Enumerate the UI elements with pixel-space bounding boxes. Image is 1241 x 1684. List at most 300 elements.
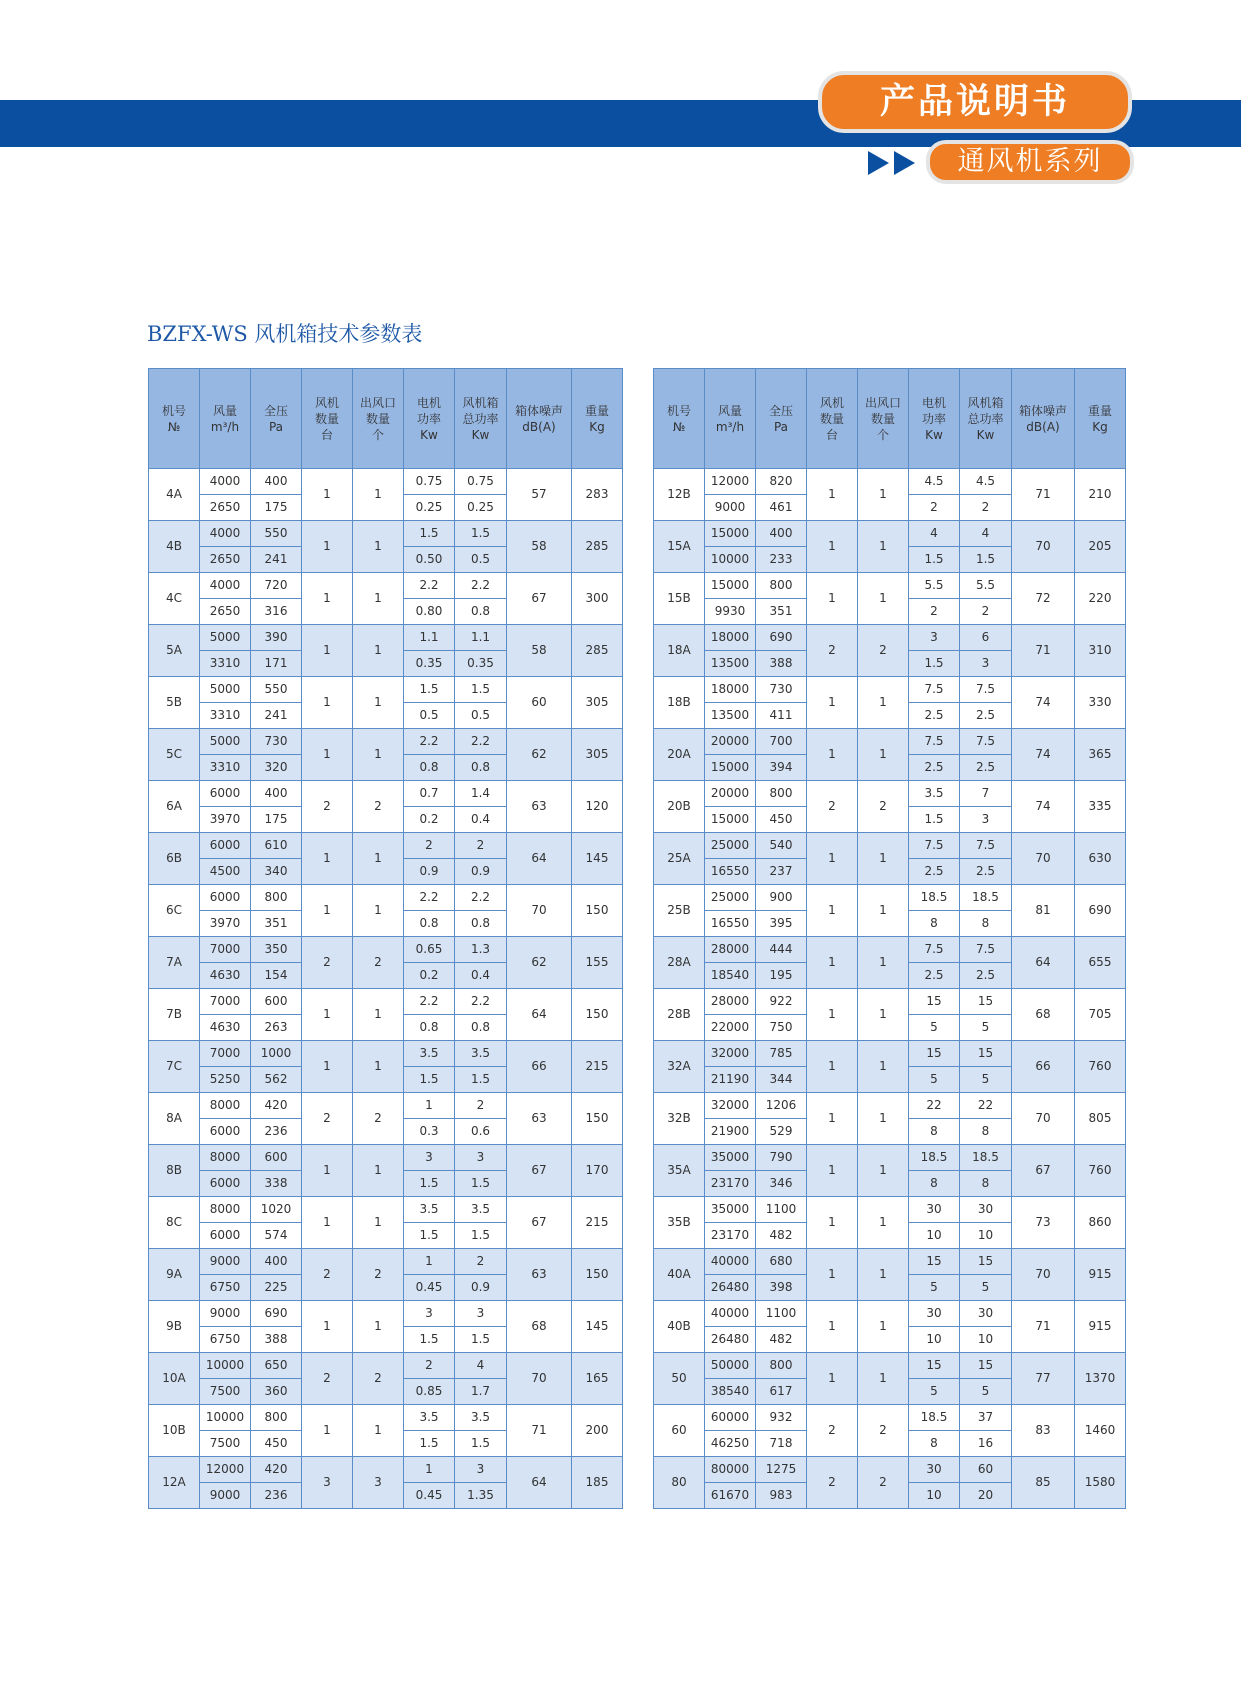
motor-power-cell: 5 bbox=[909, 1015, 960, 1041]
outlet-count-cell: 1 bbox=[353, 469, 404, 521]
fan-count-cell: 1 bbox=[302, 833, 353, 885]
model-cell: 9A bbox=[149, 1249, 200, 1301]
total-power-cell: 0.25 bbox=[455, 495, 507, 521]
total-power-cell: 8 bbox=[960, 1171, 1012, 1197]
weight-cell: 215 bbox=[572, 1197, 623, 1249]
motor-power-cell: 22 bbox=[909, 1093, 960, 1119]
table-row bbox=[149, 1145, 623, 1171]
motor-power-cell: 10 bbox=[909, 1483, 960, 1509]
pressure-cell: 600 bbox=[251, 989, 302, 1015]
motor-power-cell: 0.45 bbox=[404, 1275, 455, 1301]
pressure-cell: 1275 bbox=[756, 1457, 807, 1483]
airflow-cell: 7000 bbox=[200, 937, 251, 963]
outlet-count-cell: 1 bbox=[858, 989, 909, 1041]
pressure-cell: 540 bbox=[756, 833, 807, 859]
total-power-cell: 4.5 bbox=[960, 469, 1012, 495]
total-power-cell: 1.5 bbox=[455, 1327, 507, 1353]
outlet-count-cell: 1 bbox=[858, 1301, 909, 1353]
outlet-count-cell: 1 bbox=[353, 1405, 404, 1457]
airflow-cell: 6000 bbox=[200, 885, 251, 911]
noise-cell: 71 bbox=[1012, 469, 1075, 521]
airflow-cell: 21190 bbox=[705, 1067, 756, 1093]
outlet-count-header: 出风口 数量 个 bbox=[858, 369, 909, 469]
total-power-cell: 7 bbox=[960, 781, 1012, 807]
airflow-cell: 21900 bbox=[705, 1119, 756, 1145]
airflow-cell: 7500 bbox=[200, 1379, 251, 1405]
airflow-cell: 7000 bbox=[200, 1041, 251, 1067]
model-cell: 28A bbox=[654, 937, 705, 989]
noise-cell: 85 bbox=[1012, 1457, 1075, 1509]
motor-power-cell: 2.2 bbox=[404, 989, 455, 1015]
motor-power-cell: 2 bbox=[909, 599, 960, 625]
total-power-cell: 2.2 bbox=[455, 729, 507, 755]
fan-count-cell: 2 bbox=[302, 1249, 353, 1301]
airflow-cell: 5000 bbox=[200, 729, 251, 755]
motor-power-cell: 18.5 bbox=[909, 1145, 960, 1171]
noise-cell: 74 bbox=[1012, 729, 1075, 781]
model-cell: 28B bbox=[654, 989, 705, 1041]
pressure-cell: 320 bbox=[251, 755, 302, 781]
total-power-cell: 22 bbox=[960, 1093, 1012, 1119]
total-power-cell: 0.8 bbox=[455, 599, 507, 625]
table-row bbox=[654, 1457, 1126, 1483]
total-power-cell: 15 bbox=[960, 1041, 1012, 1067]
model-cell: 20B bbox=[654, 781, 705, 833]
table-row bbox=[149, 469, 623, 495]
model-cell: 12A bbox=[149, 1457, 200, 1509]
spec-table-right bbox=[653, 368, 1126, 1509]
airflow-cell: 7000 bbox=[200, 989, 251, 1015]
total-power-cell: 5 bbox=[960, 1379, 1012, 1405]
fan-count-cell: 1 bbox=[807, 937, 858, 989]
pressure-cell: 400 bbox=[251, 469, 302, 495]
weight-cell: 1460 bbox=[1075, 1405, 1126, 1457]
table-row bbox=[149, 1405, 623, 1431]
pressure-cell: 800 bbox=[756, 1353, 807, 1379]
outlet-count-cell: 1 bbox=[353, 521, 404, 573]
fan-count-cell: 2 bbox=[807, 1457, 858, 1509]
motor-power-cell: 30 bbox=[909, 1301, 960, 1327]
pressure-cell: 175 bbox=[251, 807, 302, 833]
fan-count-cell: 1 bbox=[807, 1145, 858, 1197]
noise-cell: 71 bbox=[1012, 1301, 1075, 1353]
table-row bbox=[654, 1041, 1126, 1067]
pressure-cell: 346 bbox=[756, 1171, 807, 1197]
total-power-cell: 18.5 bbox=[960, 885, 1012, 911]
pressure-cell: 400 bbox=[251, 1249, 302, 1275]
table-row bbox=[654, 937, 1126, 963]
model-cell: 5C bbox=[149, 729, 200, 781]
noise-cell: 62 bbox=[507, 729, 572, 781]
pressure-cell: 344 bbox=[756, 1067, 807, 1093]
table-row bbox=[654, 1301, 1126, 1327]
outlet-count-cell: 1 bbox=[353, 1197, 404, 1249]
outlet-count-cell: 2 bbox=[353, 937, 404, 989]
motor-power-cell: 2.5 bbox=[909, 859, 960, 885]
total-power-cell: 16 bbox=[960, 1431, 1012, 1457]
pressure-cell: 482 bbox=[756, 1327, 807, 1353]
noise-cell: 72 bbox=[1012, 573, 1075, 625]
total-power-cell: 2.5 bbox=[960, 963, 1012, 989]
fan-count-cell: 1 bbox=[302, 1197, 353, 1249]
weight-cell: 305 bbox=[572, 677, 623, 729]
header-row bbox=[654, 369, 1126, 469]
weight-cell: 310 bbox=[1075, 625, 1126, 677]
motor-power-cell: 2.2 bbox=[404, 729, 455, 755]
outlet-count-cell: 1 bbox=[858, 521, 909, 573]
pressure-cell: 790 bbox=[756, 1145, 807, 1171]
pressure-cell: 411 bbox=[756, 703, 807, 729]
weight-header: 重量 Kg bbox=[572, 369, 623, 469]
pressure-cell: 1100 bbox=[756, 1197, 807, 1223]
total-power-cell: 3.5 bbox=[455, 1041, 507, 1067]
total-power-cell: 30 bbox=[960, 1197, 1012, 1223]
motor-power-cell: 0.50 bbox=[404, 547, 455, 573]
pressure-cell: 680 bbox=[756, 1249, 807, 1275]
table-row bbox=[654, 469, 1126, 495]
airflow-cell: 6000 bbox=[200, 1119, 251, 1145]
noise-cell: 57 bbox=[507, 469, 572, 521]
total-power-cell: 3 bbox=[455, 1145, 507, 1171]
motor-power-cell: 1.5 bbox=[404, 1067, 455, 1093]
pressure-cell: 700 bbox=[756, 729, 807, 755]
pressure-cell: 800 bbox=[251, 885, 302, 911]
noise-cell: 73 bbox=[1012, 1197, 1075, 1249]
outlet-count-cell: 1 bbox=[353, 1041, 404, 1093]
fan-count-cell: 1 bbox=[302, 469, 353, 521]
weight-cell: 150 bbox=[572, 1093, 623, 1145]
total-power-cell: 1.5 bbox=[455, 1067, 507, 1093]
model-cell: 80 bbox=[654, 1457, 705, 1509]
total-power-cell: 0.6 bbox=[455, 1119, 507, 1145]
model-cell: 5A bbox=[149, 625, 200, 677]
table-row bbox=[149, 677, 623, 703]
motor-power-cell: 8 bbox=[909, 1431, 960, 1457]
motor-power-cell: 3 bbox=[909, 625, 960, 651]
model-cell: 40A bbox=[654, 1249, 705, 1301]
pressure-cell: 400 bbox=[251, 781, 302, 807]
noise-cell: 62 bbox=[507, 937, 572, 989]
fan-count-cell: 1 bbox=[302, 1041, 353, 1093]
model-cell: 8A bbox=[149, 1093, 200, 1145]
outlet-count-cell: 1 bbox=[353, 677, 404, 729]
airflow-cell: 18540 bbox=[705, 963, 756, 989]
motor-power-cell: 4 bbox=[909, 521, 960, 547]
fan-count-cell: 1 bbox=[807, 1093, 858, 1145]
noise-cell: 71 bbox=[507, 1405, 572, 1457]
pressure-cell: 690 bbox=[251, 1301, 302, 1327]
pressure-cell: 175 bbox=[251, 495, 302, 521]
outlet-count-cell: 2 bbox=[353, 781, 404, 833]
pressure-cell: 360 bbox=[251, 1379, 302, 1405]
weight-cell: 150 bbox=[572, 1249, 623, 1301]
weight-cell: 805 bbox=[1075, 1093, 1126, 1145]
model-cell: 7C bbox=[149, 1041, 200, 1093]
outlet-count-cell: 2 bbox=[353, 1093, 404, 1145]
fan-count-cell: 1 bbox=[302, 729, 353, 781]
pressure-cell: 900 bbox=[756, 885, 807, 911]
weight-cell: 155 bbox=[572, 937, 623, 989]
fan-count-cell: 1 bbox=[807, 1041, 858, 1093]
airflow-cell: 3970 bbox=[200, 911, 251, 937]
pressure-cell: 390 bbox=[251, 625, 302, 651]
motor-power-cell: 5.5 bbox=[909, 573, 960, 599]
airflow-cell: 8000 bbox=[200, 1197, 251, 1223]
pressure-cell: 350 bbox=[251, 937, 302, 963]
weight-cell: 330 bbox=[1075, 677, 1126, 729]
pressure-cell: 195 bbox=[756, 963, 807, 989]
table-row bbox=[149, 1197, 623, 1223]
fan-count-cell: 1 bbox=[302, 885, 353, 937]
model-cell: 6B bbox=[149, 833, 200, 885]
pressure-cell: 394 bbox=[756, 755, 807, 781]
pressure-cell: 730 bbox=[251, 729, 302, 755]
airflow-cell: 35000 bbox=[705, 1145, 756, 1171]
motor-power-cell: 5 bbox=[909, 1379, 960, 1405]
total-power-cell: 1.5 bbox=[455, 521, 507, 547]
total-power-cell: 0.75 bbox=[455, 469, 507, 495]
noise-cell: 58 bbox=[507, 625, 572, 677]
pressure-cell: 617 bbox=[756, 1379, 807, 1405]
airflow-cell: 6000 bbox=[200, 1171, 251, 1197]
pressure-cell: 444 bbox=[756, 937, 807, 963]
motor-power-cell: 15 bbox=[909, 1249, 960, 1275]
total-power-cell: 5 bbox=[960, 1275, 1012, 1301]
weight-header: 重量 Kg bbox=[1075, 369, 1126, 469]
total-power-cell: 2 bbox=[455, 1249, 507, 1275]
total-power-cell: 2 bbox=[455, 1093, 507, 1119]
noise-cell: 64 bbox=[507, 989, 572, 1041]
weight-cell: 705 bbox=[1075, 989, 1126, 1041]
pressure-cell: 529 bbox=[756, 1119, 807, 1145]
total-power-cell: 15 bbox=[960, 1249, 1012, 1275]
total-power-cell: 3.5 bbox=[455, 1197, 507, 1223]
airflow-cell: 15000 bbox=[705, 573, 756, 599]
outlet-count-cell: 1 bbox=[353, 573, 404, 625]
model-cell: 4C bbox=[149, 573, 200, 625]
total-power-cell: 7.5 bbox=[960, 833, 1012, 859]
motor-power-cell: 2 bbox=[404, 833, 455, 859]
outlet-count-cell: 2 bbox=[353, 1353, 404, 1405]
pressure-cell: 154 bbox=[251, 963, 302, 989]
table-row bbox=[149, 1249, 623, 1275]
noise-cell: 66 bbox=[507, 1041, 572, 1093]
noise-cell: 70 bbox=[507, 885, 572, 937]
weight-cell: 760 bbox=[1075, 1145, 1126, 1197]
airflow-cell: 46250 bbox=[705, 1431, 756, 1457]
airflow-cell: 50000 bbox=[705, 1353, 756, 1379]
motor-power-cell: 1 bbox=[404, 1093, 455, 1119]
total-power-cell: 4 bbox=[960, 521, 1012, 547]
table-row bbox=[654, 1405, 1126, 1431]
total-power-cell: 8 bbox=[960, 911, 1012, 937]
motor-power-cell: 8 bbox=[909, 911, 960, 937]
table-row bbox=[149, 989, 623, 1015]
airflow-cell: 6000 bbox=[200, 781, 251, 807]
model-cell: 4B bbox=[149, 521, 200, 573]
table-row bbox=[654, 1249, 1126, 1275]
model-cell: 60 bbox=[654, 1405, 705, 1457]
motor-power-cell: 3.5 bbox=[909, 781, 960, 807]
model-cell: 10B bbox=[149, 1405, 200, 1457]
weight-cell: 145 bbox=[572, 1301, 623, 1353]
pressure-cell: 388 bbox=[756, 651, 807, 677]
motor-power-cell: 3.5 bbox=[404, 1405, 455, 1431]
total-power-cell: 15 bbox=[960, 989, 1012, 1015]
pressure-cell: 750 bbox=[756, 1015, 807, 1041]
weight-cell: 915 bbox=[1075, 1249, 1126, 1301]
pressure-cell: 351 bbox=[756, 599, 807, 625]
total-power-cell: 10 bbox=[960, 1327, 1012, 1353]
motor-power-cell: 2.5 bbox=[909, 963, 960, 989]
pressure-cell: 316 bbox=[251, 599, 302, 625]
motor-power-cell: 0.85 bbox=[404, 1379, 455, 1405]
airflow-cell: 6750 bbox=[200, 1275, 251, 1301]
table-row bbox=[654, 885, 1126, 911]
total-power-cell: 8 bbox=[960, 1119, 1012, 1145]
airflow-cell: 23170 bbox=[705, 1223, 756, 1249]
airflow-cell: 15000 bbox=[705, 521, 756, 547]
fan-count-cell: 1 bbox=[807, 677, 858, 729]
total-power-cell: 1.5 bbox=[960, 547, 1012, 573]
fan-count-cell: 1 bbox=[807, 1249, 858, 1301]
total-power-cell: 1.35 bbox=[455, 1483, 507, 1509]
fan-count-cell: 1 bbox=[807, 521, 858, 573]
model-cell: 6C bbox=[149, 885, 200, 937]
airflow-cell: 80000 bbox=[705, 1457, 756, 1483]
airflow-cell: 9000 bbox=[200, 1301, 251, 1327]
fan-count-cell: 2 bbox=[302, 781, 353, 833]
motor-power-cell: 1.5 bbox=[909, 807, 960, 833]
pressure-cell: 338 bbox=[251, 1171, 302, 1197]
weight-cell: 915 bbox=[1075, 1301, 1126, 1353]
pressure-cell: 800 bbox=[756, 573, 807, 599]
total-power-cell: 2 bbox=[960, 599, 1012, 625]
motor-power-cell: 0.65 bbox=[404, 937, 455, 963]
airflow-cell: 3970 bbox=[200, 807, 251, 833]
airflow-cell: 2650 bbox=[200, 599, 251, 625]
airflow-cell: 15000 bbox=[705, 807, 756, 833]
fan-count-cell: 1 bbox=[807, 1353, 858, 1405]
outlet-count-cell: 1 bbox=[858, 1093, 909, 1145]
airflow-cell: 3310 bbox=[200, 703, 251, 729]
weight-cell: 305 bbox=[572, 729, 623, 781]
outlet-count-cell: 2 bbox=[858, 1457, 909, 1509]
weight-cell: 150 bbox=[572, 885, 623, 937]
pressure-cell: 690 bbox=[756, 625, 807, 651]
noise-cell: 67 bbox=[507, 573, 572, 625]
airflow-header: 风量 m³/h bbox=[200, 369, 251, 469]
pressure-cell: 395 bbox=[756, 911, 807, 937]
pressure-cell: 800 bbox=[756, 781, 807, 807]
outlet-count-cell: 1 bbox=[353, 729, 404, 781]
airflow-cell: 28000 bbox=[705, 937, 756, 963]
model-cell: 8C bbox=[149, 1197, 200, 1249]
motor-power-cell: 0.2 bbox=[404, 807, 455, 833]
weight-cell: 185 bbox=[572, 1457, 623, 1509]
airflow-cell: 26480 bbox=[705, 1327, 756, 1353]
airflow-cell: 18000 bbox=[705, 625, 756, 651]
total-power-cell: 1.1 bbox=[455, 625, 507, 651]
total-power-cell: 15 bbox=[960, 1353, 1012, 1379]
airflow-cell: 7500 bbox=[200, 1431, 251, 1457]
weight-cell: 200 bbox=[572, 1405, 623, 1457]
airflow-cell: 38540 bbox=[705, 1379, 756, 1405]
weight-cell: 145 bbox=[572, 833, 623, 885]
pressure-cell: 1000 bbox=[251, 1041, 302, 1067]
airflow-cell: 12000 bbox=[200, 1457, 251, 1483]
motor-power-cell: 1.5 bbox=[404, 677, 455, 703]
airflow-cell: 3310 bbox=[200, 755, 251, 781]
pressure-cell: 340 bbox=[251, 859, 302, 885]
table-row bbox=[654, 781, 1126, 807]
motor-power-cell: 1.5 bbox=[404, 1327, 455, 1353]
pressure-cell: 461 bbox=[756, 495, 807, 521]
total-power-cell: 1.4 bbox=[455, 781, 507, 807]
motor-power-cell: 2.5 bbox=[909, 703, 960, 729]
total-power-cell: 4 bbox=[455, 1353, 507, 1379]
weight-cell: 760 bbox=[1075, 1041, 1126, 1093]
motor-power-cell: 0.3 bbox=[404, 1119, 455, 1145]
pressure-cell: 241 bbox=[251, 703, 302, 729]
airflow-cell: 12000 bbox=[705, 469, 756, 495]
total-power-cell: 1.3 bbox=[455, 937, 507, 963]
total-power-cell: 0.9 bbox=[455, 1275, 507, 1301]
noise-cell: 70 bbox=[1012, 833, 1075, 885]
motor-power-cell: 8 bbox=[909, 1119, 960, 1145]
total-power-cell: 2.2 bbox=[455, 989, 507, 1015]
outlet-count-cell: 1 bbox=[353, 885, 404, 937]
fan-count-cell: 3 bbox=[302, 1457, 353, 1509]
table-row bbox=[149, 1093, 623, 1119]
motor-power-cell: 0.5 bbox=[404, 703, 455, 729]
airflow-cell: 20000 bbox=[705, 781, 756, 807]
model-cell: 18A bbox=[654, 625, 705, 677]
total-power-cell: 2.2 bbox=[455, 885, 507, 911]
outlet-count-cell: 1 bbox=[858, 1249, 909, 1301]
double-arrow-icon bbox=[868, 148, 920, 178]
table-row bbox=[654, 729, 1126, 755]
outlet-count-cell: 1 bbox=[858, 1353, 909, 1405]
pressure-cell: 1206 bbox=[756, 1093, 807, 1119]
table-row bbox=[654, 833, 1126, 859]
motor-power-cell: 4.5 bbox=[909, 469, 960, 495]
airflow-cell: 40000 bbox=[705, 1301, 756, 1327]
motor-power-cell: 1.5 bbox=[909, 651, 960, 677]
airflow-cell: 4500 bbox=[200, 859, 251, 885]
motor-power-cell: 7.5 bbox=[909, 677, 960, 703]
motor-power-cell: 15 bbox=[909, 1041, 960, 1067]
noise-cell: 58 bbox=[507, 521, 572, 573]
total-power-cell: 2.2 bbox=[455, 573, 507, 599]
motor-power-cell: 1 bbox=[404, 1249, 455, 1275]
motor-power-cell: 30 bbox=[909, 1197, 960, 1223]
outlet-count-cell: 1 bbox=[353, 833, 404, 885]
document-title: BZFX-WS 风机箱技术参数表 bbox=[147, 322, 423, 346]
total-power-cell: 0.4 bbox=[455, 807, 507, 833]
noise-cell: 70 bbox=[1012, 1249, 1075, 1301]
motor-power-cell: 1.5 bbox=[909, 547, 960, 573]
airflow-cell: 13500 bbox=[705, 651, 756, 677]
weight-cell: 120 bbox=[572, 781, 623, 833]
total-power-cell: 3 bbox=[960, 807, 1012, 833]
table-row bbox=[654, 521, 1126, 547]
total-power-cell: 5 bbox=[960, 1067, 1012, 1093]
total-power-cell: 0.8 bbox=[455, 755, 507, 781]
airflow-cell: 40000 bbox=[705, 1249, 756, 1275]
noise-cell: 71 bbox=[1012, 625, 1075, 677]
noise-cell: 70 bbox=[1012, 1093, 1075, 1145]
